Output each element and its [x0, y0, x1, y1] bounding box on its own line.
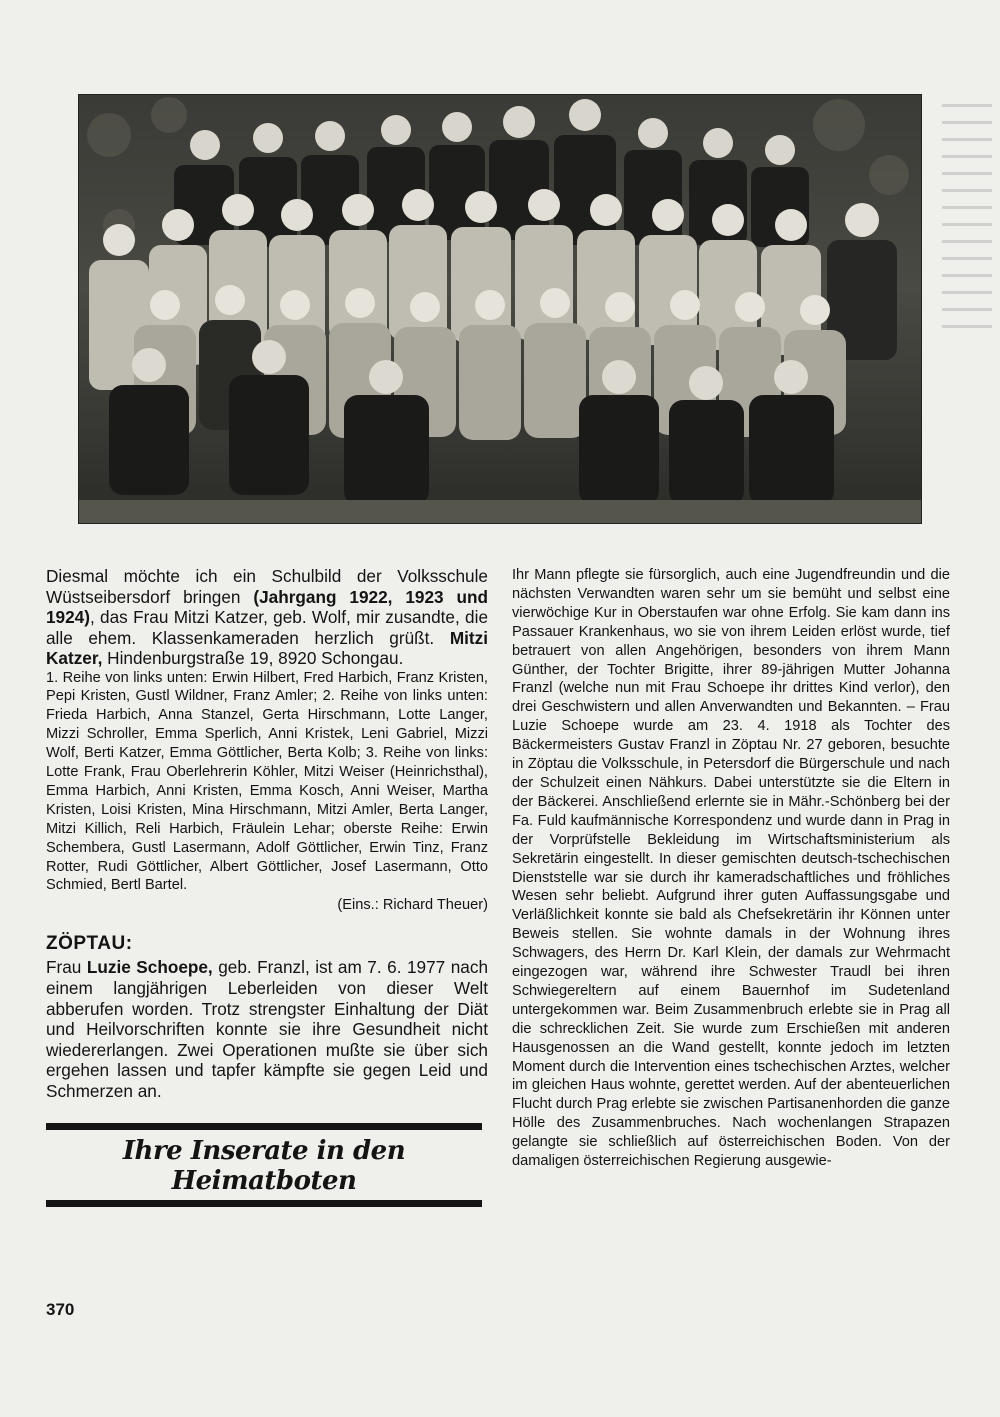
- caption-middle: , das Frau Mitzi Katzer, geb. Wolf, mir zusandte, die alle ehem. Klassenkameraden herzlich grüßt.: [46, 607, 488, 648]
- obituary-lead: Frau: [46, 957, 87, 978]
- left-column: [46, 566, 488, 1207]
- banner-slogan: Ihre Inserate in den Heimatboten: [122, 1135, 406, 1196]
- names-list: 1. Reihe von links unten: Erwin Hilbert, Fred Harbich, Franz Kristen, Pepi Kristen, Gustl Wildner, Franz Amler; 2. Reihe von links unten: Frieda Harbich, Anna Stanzel, Gerta Hirschmann, Lotte Langer, Mizzi Schroller, Emma Sperlich, Anni Kristek, Leni Gabriel, Mizzi Wolf, Berti Katzer, Emma Göttlicher, Berta Kolb; 3. Reihe von links: Lotte Frank, Frau Oberlehrerin Köhler, Mitzi Weiser (Heinrichsthal), Emma Harbich, Anni Kristen, Emma Kosch, Anni Weiser, Martha Kristen, Loisi Kristen, Mina Hirschmann, Mitzi Amler, Berta Langer, Mitzi Killich, Reli Harbich, Fräulein Lehar; oberste Reihe: Erwin Schembera, Gustl Lasermann, Adolf Göttlicher, Erwin Tinz, Franz Rotter, Rudi Göttlicher, Albert Göttlicher, Josef Lasermann, Otto Schmied, Bertl Bartel.: [46, 669, 488, 894]
- obituary-body: geb. Franzl, ist am 7. 6. 1977 nach einem langjährigen Leberleiden von dieser Welt abberufen worden. Trotz strengster Einhaltung der Diät und Heilvorschriften konnte sie ihre Gesundheit nicht wiedererlangen. Zwei Operationen mußte sie über sich ergehen lassen und tapfer kämpfte sie gegen Leid und Schmerzen an.: [46, 957, 489, 1101]
- class-photo: [78, 94, 922, 524]
- photo-caption: [46, 566, 488, 669]
- caption-address: Hindenburgstraße 19, 8920 Schongau.: [102, 648, 404, 668]
- caption-years: (Jahrgang 1922, 1923 und 1924): [46, 586, 488, 627]
- ad-banner: [46, 1123, 482, 1207]
- section-heading: ZÖPTAU:: [46, 933, 133, 955]
- obituary-text: [46, 957, 488, 1101]
- obituary-name: Luzie Schoepe,: [86, 957, 213, 978]
- page-number: 370: [46, 1300, 75, 1319]
- banner-rule-bottom: [46, 1200, 482, 1207]
- reverse-side-bleed: [912, 90, 1000, 550]
- banner-rule-top: [46, 1123, 482, 1130]
- caption-intro: Diesmal möchte ich ein Schulbild der Volksschule Wüstseibersdorf bringen: [46, 566, 488, 607]
- submitted-by: (Eins.: Richard Theuer): [337, 897, 488, 914]
- right-column: [512, 566, 950, 1171]
- class-photo-icon: [79, 95, 921, 523]
- caption-sender: Mitzi Katzer,: [46, 627, 488, 668]
- obituary-continuation: Ihr Mann pflegte sie fürsorglich, auch eine Jugendfreundin und die nächsten Verwandten waren sehr um sie bemüht und selbst eine vierwöchige Kur in Oberstaufen war ohne Erfolg. Sie kam dann ins Passauer Krankenhaus, wo sie von ihrem Leiden erlöst wurde, tief betrauert von allen Angehörigen, besonders von ihrem Mann Günther, der Tochter Brigitte, ihrer 89-jährigen Mutter Johanna Franzl (welche nun mit Frau Schoepe ihr drittes Kind verlor), den drei Geschwistern und allen Anverwandten und Bekannten. – Frau Luzie Schoepe wurde am 23. 4. 1918 als Tochter des Bäckermeisters Gustav Franzl in Zöptau Nr. 27 geboren, besuchte in Zöptau die Volksschule, in Petersdorf die Bürgerschule und nach der Schulzeit einen Nähkurs. Dabei unterstützte sie die Eltern in der Bäckerei. Anschließend erlernte sie in Mähr.-Schönberg bei der Fa. Fuld kaufmännische Korrespondenz und wurde dann in Prag in der Vorprüfstelle Bekleidung im Wirtschaftsministerium als Sekretärin eingestellt. In dieser gemischten deutsch-tschechischen Dienststelle war sie durch ihr kameradschaftliches und fröhliches Wesen sehr beliebt. Aufgrund ihrer guten Auffassungsgabe und Verläßlichkeit konnte sie bald als Chefsekretärin ihr Können unter Beweis stellen. Sie wohnte damals in der Wohnung ihres Schwagers, des Herrn Dr. Karl Klein, der damals zur Wehrmacht eingezogen war, während ihre Schwester Traudl bei ihren Schwiegereltern auf einem Bauernhof im Sudetenland untergekommen war. Beim Zusammenbruch erlebte sie in Prag all die schrecklichen Zeit. Sie wurde zum Erschießen mit anderen Hausgenossen an die Wand gestellt, konnte jedoch im letzten Moment durch die Intervention eines tschechischen Arztes, welcher im gleichen Haus wohnte, gerettet werden. Auf der abenteuerlichen Flucht durch Prag erlebte sie zwischen Partisanenhorden die ganze Hölle des Zusammenbruches. Nach wochenlangen Strapazen gelangte sie schließlich auf österreichischen Boden. Von der damaligen österreichischen Regierung ausgewie-: [512, 567, 950, 1170]
